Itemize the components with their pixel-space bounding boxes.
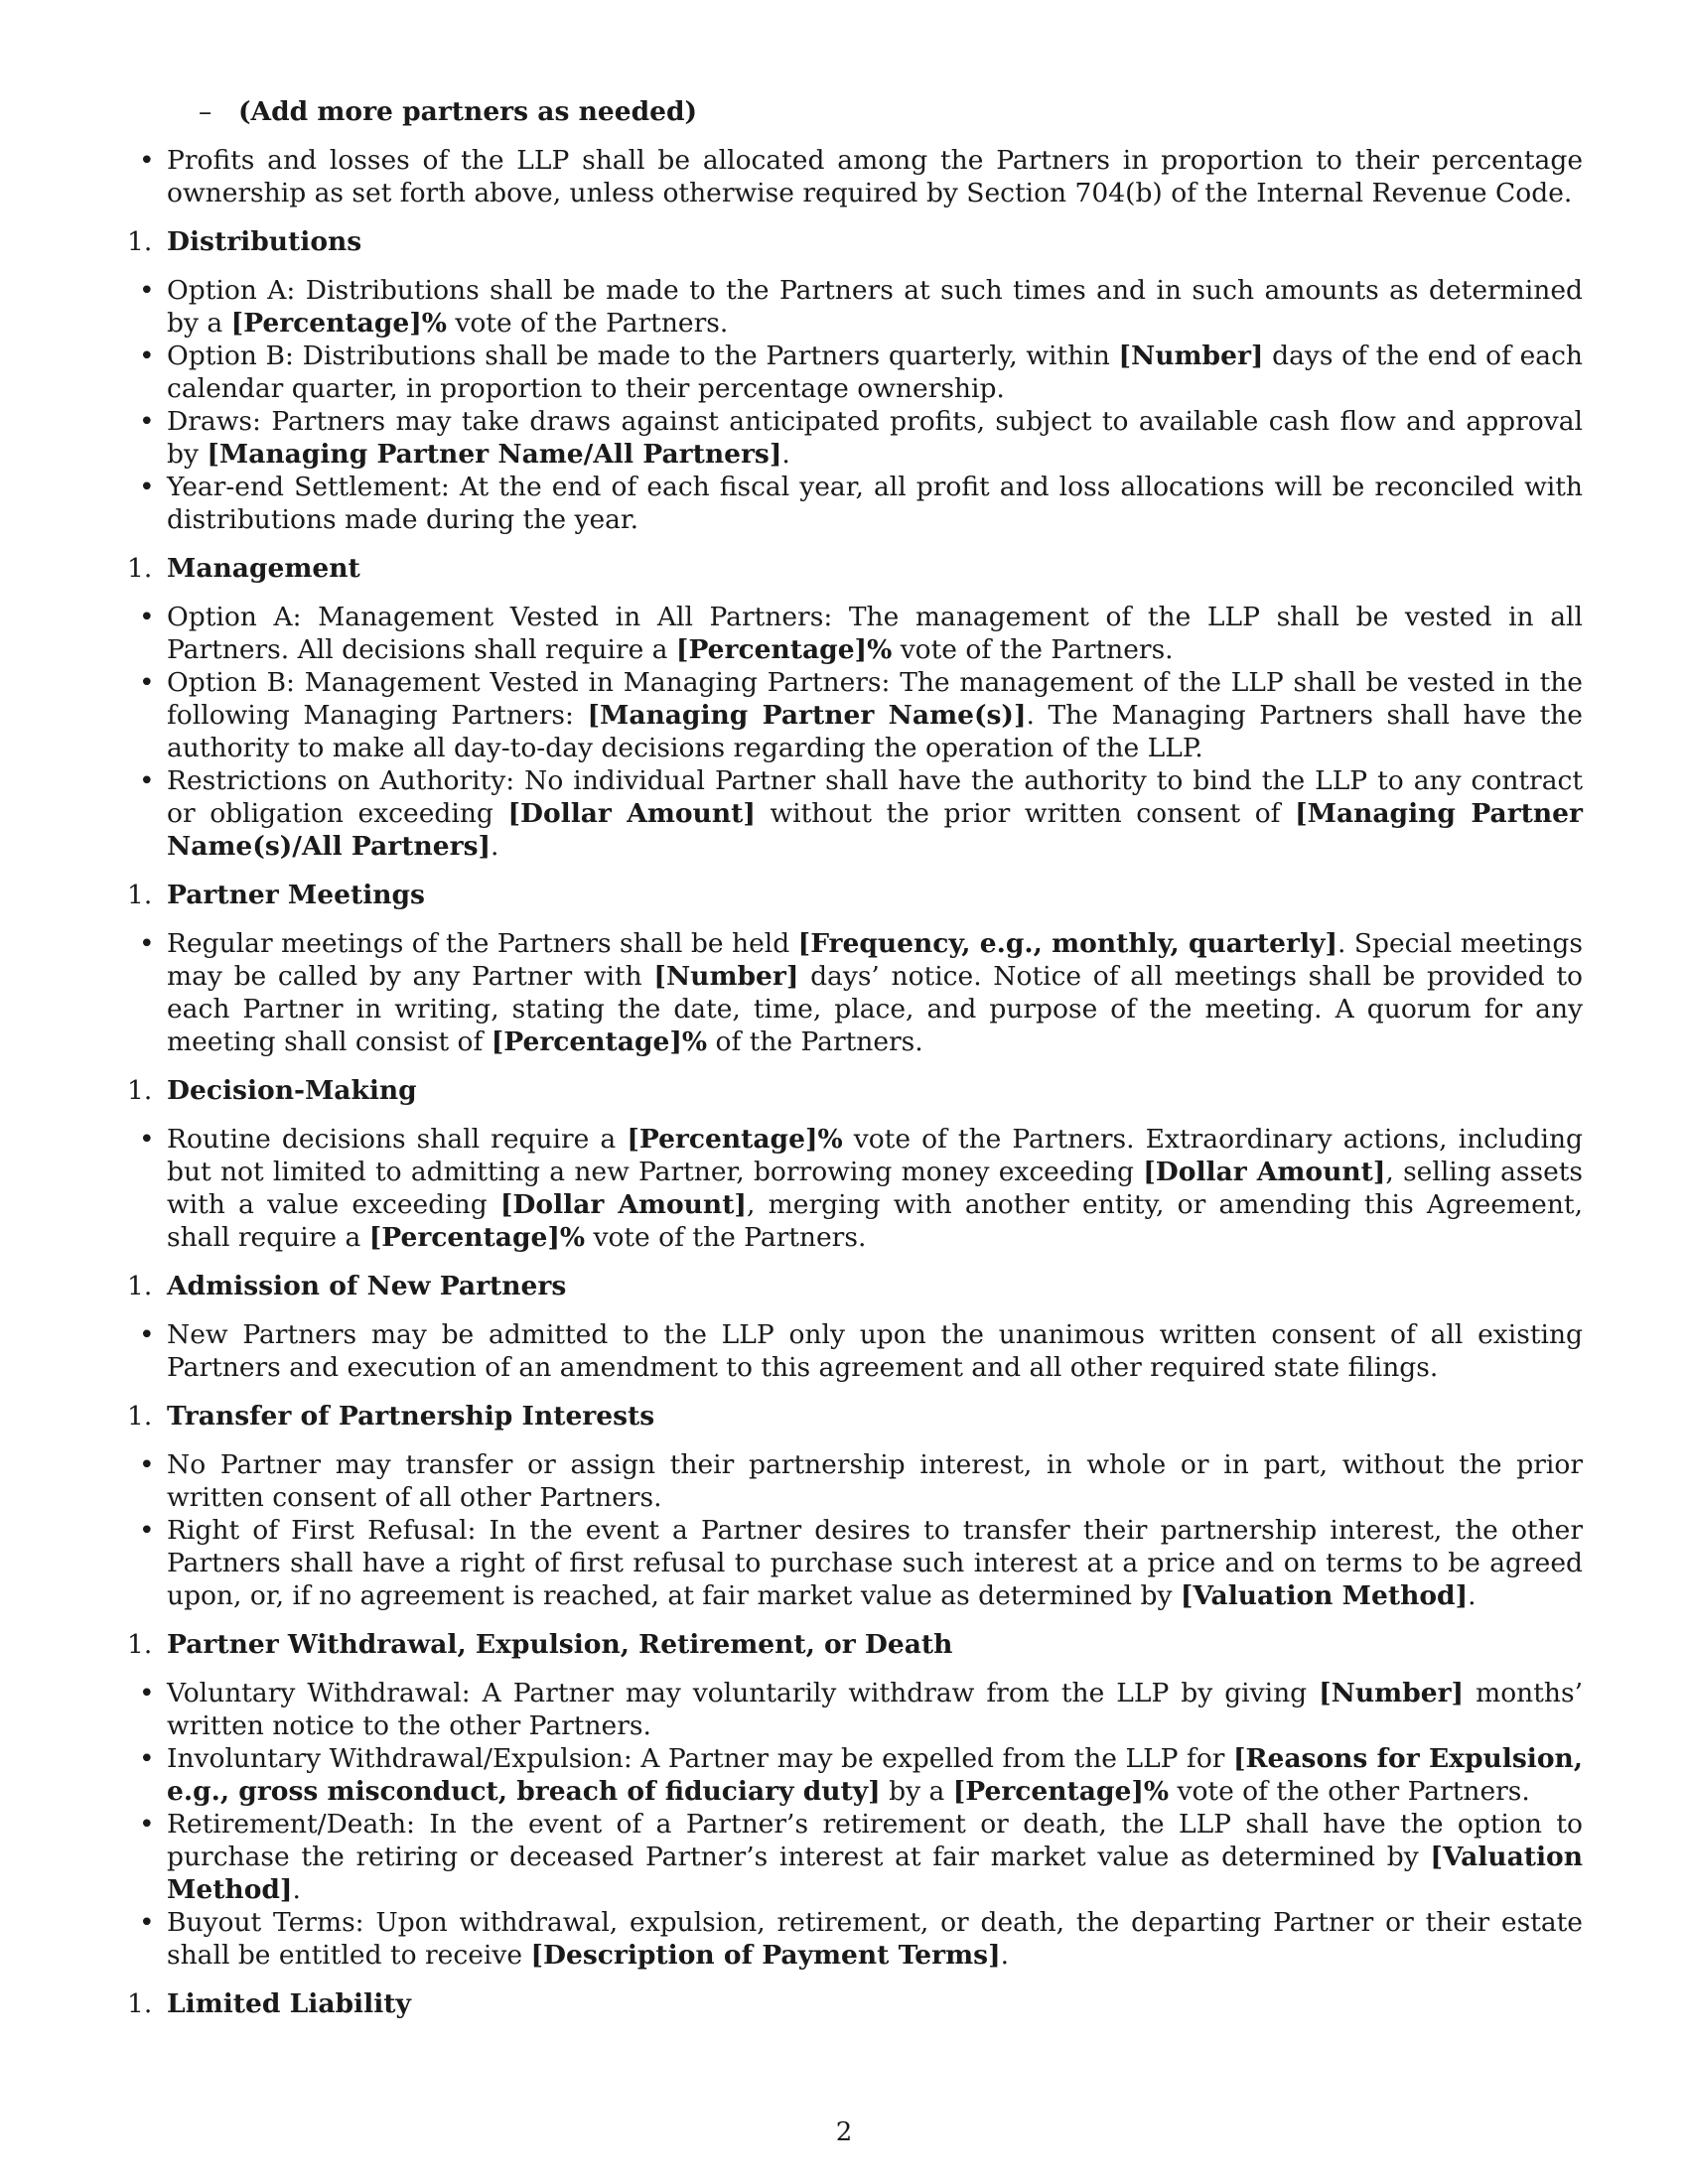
bullet-text: vote of the Partners. Extraordinary actions, including but not limited to admitting a new Partner, borrowing money exceeding [167,1124,1583,1187]
section-number: 1. [127,1629,153,1660]
bullet-text: Involuntary Withdrawal/Expulsion: A Partner may be expelled from the LLP for [167,1743,1233,1774]
bullet-text: . The Managing Partners shall have the authority to make all day-to-day decisions regarding the operation of the LLP. [167,700,1583,763]
section-bullet-list [127,1448,1583,1612]
bullet-dot: • [139,1743,155,1774]
placeholder-field: [Managing Partner Name(s)] [587,700,1027,731]
section-title: Limited Liability [167,1988,411,2019]
bullet-text: . [491,831,499,862]
section-bullet-list [127,1123,1583,1254]
bullet-item [127,1677,1583,1742]
placeholder-field: [Number] [653,961,799,992]
bullet-text: days’ notice. Notice of all meetings shall be provided to each Partner in writing, stating the date, time, place, and purpose of the meeting. A quorum for any meeting shall consist of [167,961,1583,1057]
placeholder-field: [Percentage]% [627,1124,843,1155]
bullet-text: Draws: Partners may take draws against anticipated profits, subject to available cash flow and approval by [167,406,1583,470]
placeholder-field: [Percentage]% [952,1776,1170,1807]
placeholder-field: [Valuation Method] [167,1842,1583,1905]
section-heading [127,1074,1583,1107]
section-number: 1. [127,553,153,584]
bullet-text: Routine decisions shall require a [167,1124,628,1155]
section-title: Decision-Making [167,1075,417,1106]
bullet-text: Right of First Refusal: In the event a Partner desires to transfer their partnership interest, the other Partners shall have a right of first refusal to purchase such interest at a price and on terms to be agreed upon, or, if no agreement is reached, at fair market value as determined by [167,1515,1583,1611]
placeholder-field: [Managing Partner Name/All Partners] [207,439,782,470]
placeholder-field: [Number] [1118,341,1264,371]
section-number: 1. [127,1271,153,1301]
bullet-item [127,666,1583,764]
section-number: 1. [127,1988,153,2019]
bullet-dot: • [139,472,155,502]
bullet-item [127,1742,1583,1808]
bullet-item [127,764,1583,863]
bullet-text: Year-end Settlement: At the end of each fiscal year, all profit and loss allocations will be reconciled with distributions made during the year. [167,472,1583,535]
section-heading [127,879,1583,911]
section-number: 1. [127,1075,153,1106]
bullet-text: Regular meetings of the Partners shall be held [167,928,798,959]
section-bullet-list [127,274,1583,536]
bullet-text: vote of the other Partners. [1169,1776,1530,1807]
bullet-text: without the prior written consent of [755,798,1296,829]
sections-container [127,225,1583,2020]
bullet-item [127,1808,1583,1906]
bullet-text: . [781,439,790,470]
bullet-text: Profits and losses of the LLP shall be allocated among the Partners in proportion to their percentage ownership as set forth above, unless otherwise required by Section 704(b) of the Internal Revenue Code. [167,145,1583,208]
bullet-dot: • [139,1449,155,1480]
bullet-dot: • [139,406,155,437]
bullet-text: Option A: Distributions shall be made to the Partners at such times and in such amounts as determined by a [167,275,1583,339]
bullet-text: No Partner may transfer or assign their partnership interest, in whole or in part, without the prior written consent of all other Partners. [167,1449,1583,1513]
section-number: 1. [127,1401,153,1432]
bullet-dot: • [139,145,155,176]
bullet-item [127,144,1583,209]
placeholder-field: [Frequency, e.g., monthly, quarterly] [797,928,1337,959]
section-bullet-list [127,601,1583,863]
document-body [127,95,1583,2036]
bullet-item [127,1514,1583,1612]
placeholder-field: [Percentage]% [675,634,893,665]
dash-marker: – [199,96,212,127]
bullet-text: vote of the Partners. [585,1222,867,1253]
bullet-dot: • [139,341,155,371]
bullet-dot: • [139,667,155,698]
placeholder-field: [Valuation Method] [1180,1580,1469,1611]
section-bullet-list [127,927,1583,1058]
placeholder-field: [Reasons for Expulsion, e.g., gross misconduct, breach of fiduciary duty] [167,1743,1583,1807]
intro-bullet-list [127,144,1583,209]
placeholder-field: [Description of Payment Terms] [530,1940,1001,1971]
partner-list-subitem [199,95,1583,128]
bullet-text: Buyout Terms: Upon withdrawal, expulsion, retirement, or death, the departing Partner or their estate shall be entitled to receive [167,1907,1583,1971]
bullet-item [127,471,1583,536]
section-heading [127,1270,1583,1302]
placeholder-field: [Dollar Amount] [1143,1157,1386,1187]
bullet-text: Option B: Management Vested in Managing Partners: The management of the LLP shall be vested in the following Managing Partners: [167,667,1583,731]
placeholder-field: [Percentage]% [491,1026,708,1057]
bullet-dot: • [139,1809,155,1840]
bullet-dot: • [139,1907,155,1938]
bullet-dot: • [139,1319,155,1350]
bullet-text: , selling assets with a value exceeding [167,1157,1584,1220]
section-title: Admission of New Partners [167,1271,567,1301]
bullet-dot: • [139,1124,155,1155]
page-number: 2 [835,2117,853,2147]
bullet-dot: • [139,928,155,959]
placeholder-field: [Number] [1319,1678,1465,1708]
bullet-text: , merging with another entity, or amending this Agreement, shall require a [167,1189,1583,1253]
placeholder-field: [Dollar Amount] [499,1189,747,1220]
placeholder-field: [Percentage]% [230,308,447,339]
section-heading [127,1987,1583,2020]
section-bullet-list [127,1677,1583,1972]
bullet-text: New Partners may be admitted to the LLP only upon the unanimous written consent of all existing Partners and execution of an amendment to this agreement and all other required state filings. [167,1319,1583,1383]
bullet-item [127,405,1583,471]
bullet-text: Restrictions on Authority: No individual Partner shall have the authority to bind the LLP to any contract or obligation exceeding [167,765,1583,829]
section-title: Distributions [167,226,362,257]
bullet-item [127,1448,1583,1514]
section-heading [127,552,1583,585]
bullet-item [127,1906,1583,1972]
bullet-item [127,601,1583,666]
bullet-text: of the Partners. [707,1026,923,1057]
section-title: Transfer of Partnership Interests [167,1401,655,1432]
section-title: Management [167,553,360,584]
bullet-text: . Special meetings may be called by any Partner with [167,928,1583,992]
bullet-text: months’ written notice to the other Partners. [167,1678,1583,1741]
section-number: 1. [127,880,153,910]
section-heading [127,1400,1583,1433]
bullet-item [127,274,1583,340]
placeholder-field: [Dollar Amount] [507,798,756,829]
bullet-dot: • [139,602,155,632]
bullet-dot: • [139,275,155,306]
bullet-item [127,1318,1583,1384]
bullet-dot: • [139,1678,155,1708]
bullet-text: Voluntary Withdrawal: A Partner may voluntarily withdraw from the LLP by giving [167,1678,1320,1708]
section-heading [127,1628,1583,1661]
bullet-text: . [292,1874,301,1905]
section-heading [127,225,1583,258]
section-number: 1. [127,226,153,257]
bullet-text: by a [880,1776,953,1807]
placeholder-field: [Percentage]% [368,1222,586,1253]
bullet-item [127,340,1583,405]
section-bullet-list [127,1318,1583,1384]
bullet-text: vote of the Partners. [892,634,1174,665]
bullet-text: days of the end of each calendar quarter, in proportion to their percentage ownership. [167,341,1583,404]
bullet-text: Option A: Management Vested in All Partners: The management of the LLP shall be vested in all Partners. All decisions shall require a [167,602,1583,665]
bullet-dot: • [139,765,155,796]
bullet-dot: • [139,1515,155,1546]
subitem-text: (Add more partners as needed) [238,96,698,127]
bullet-text: . [1000,1940,1010,1971]
section-title: Partner Withdrawal, Expulsion, Retirement, or Death [167,1629,953,1660]
bullet-item [127,927,1583,1058]
section-title: Partner Meetings [167,880,425,910]
bullet-text: . [1468,1580,1477,1611]
bullet-text: Retirement/Death: In the event of a Partner’s retirement or death, the LLP shall have the option to purchase the retiring or deceased Partner’s interest at fair market value as determined by [167,1809,1583,1872]
bullet-text: Option B: Distributions shall be made to the Partners quarterly, within [167,341,1119,371]
bullet-text: vote of the Partners. [446,308,729,339]
placeholder-field: [Managing Partner Name(s)/All Partners] [167,798,1584,862]
bullet-item [127,1123,1583,1254]
